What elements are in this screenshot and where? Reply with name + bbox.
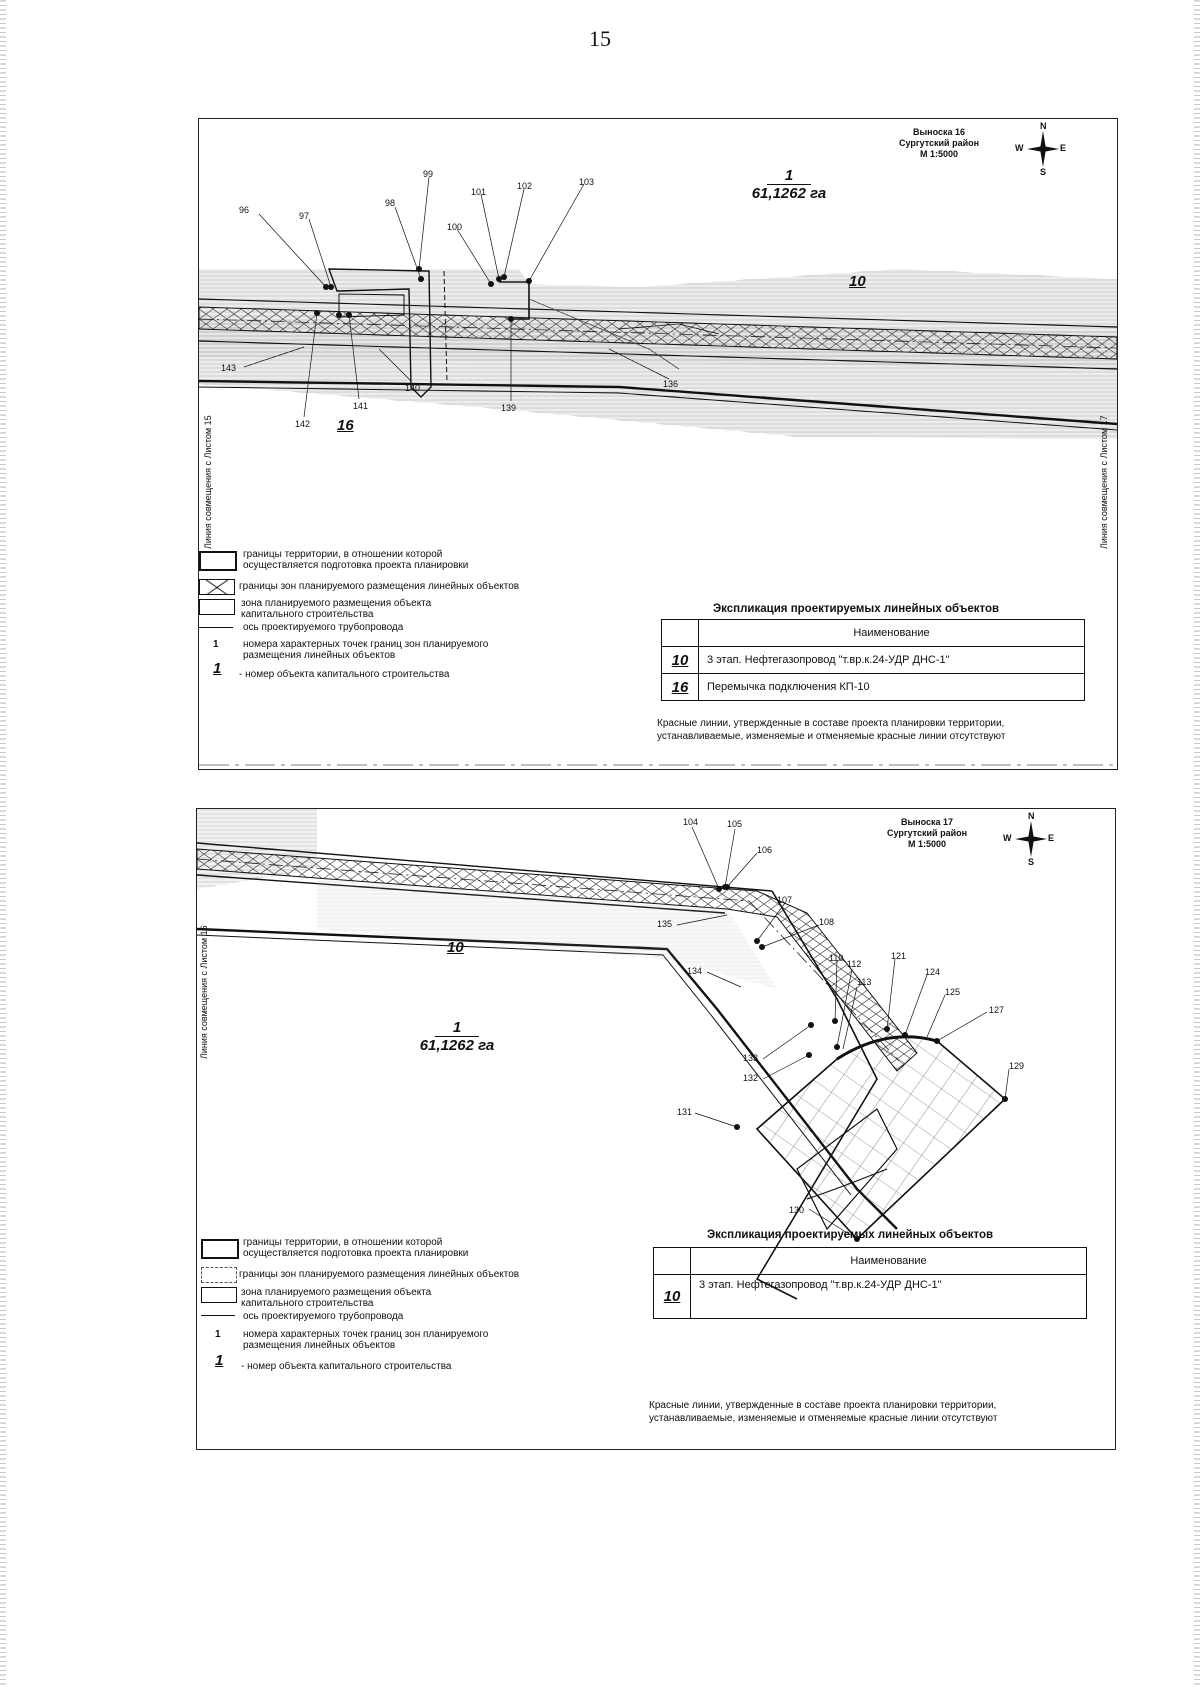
page-number: 15: [589, 26, 611, 51]
legend-object-number: - номер объекта капитального строительства: [241, 1361, 452, 1372]
legend-pipeline-axis: ось проектируемого трубопровода: [243, 622, 404, 633]
point-label: 96: [239, 205, 250, 215]
point-label: 108: [819, 917, 835, 927]
left-match-line-label: Линия совмещения с Листом 16: [199, 925, 209, 1059]
explication-code: 16: [662, 674, 699, 701]
compass-n: N: [1028, 811, 1035, 821]
callout-17: [877, 817, 977, 850]
point-label: 125: [945, 987, 961, 997]
compass-w: W: [1015, 143, 1024, 153]
red-lines-note: [649, 1399, 997, 1425]
callout-scale: М 1:5000: [919, 149, 959, 159]
point-label: 131: [677, 1107, 693, 1117]
point-label: 104: [683, 817, 699, 827]
point-label: 113: [857, 977, 872, 987]
right-match-line-label: Линия совмещения с Листом 17: [1099, 415, 1109, 549]
explication-code-header: [662, 620, 699, 647]
point-label: 139: [501, 403, 517, 413]
point-label: 106: [757, 845, 773, 855]
legend-linear-zone: границы зон планируемого размещения линейных объектов: [239, 581, 520, 592]
point-label: 140: [405, 383, 421, 393]
point-label: 103: [579, 177, 595, 187]
point-label: 121: [891, 951, 907, 961]
legend-pipeline-axis: ось проектируемого трубопровода: [243, 1311, 404, 1322]
legend-symbol-linear-zone: [199, 579, 235, 595]
compass-s: S: [1028, 857, 1035, 867]
legend-sample-point: 1: [213, 639, 219, 650]
point-label: 130: [789, 1205, 805, 1215]
scan-edge-left: [0, 0, 6, 1687]
explication-table: [661, 619, 1085, 701]
point-label: 110: [829, 953, 844, 963]
compass-e: E: [1060, 143, 1067, 153]
explication-header: Наименование: [691, 1248, 1087, 1275]
point-label: 142: [295, 419, 311, 429]
scan-edge-right: [1194, 0, 1200, 1687]
area-label: [719, 167, 859, 202]
point-label: 134: [687, 966, 703, 976]
callout-district: Сургутский район: [886, 828, 968, 838]
point-label: 100: [447, 222, 463, 232]
legend-sample-object: 1: [213, 660, 222, 677]
point-label: 129: [1009, 1061, 1025, 1071]
legend-sample-point: 1: [215, 1329, 221, 1340]
area-value: 61,1262 га: [751, 185, 827, 202]
explication-name: 3 этап. Нефтегазопровод "т.вр.к.24-УДР ДНС-1": [691, 1275, 1087, 1319]
legend-symbol-construction-zone: [201, 1287, 237, 1303]
point-label: 98: [385, 198, 396, 208]
compass-n: N: [1040, 121, 1047, 131]
point-label: 107: [777, 895, 793, 905]
callout-scale: М 1:5000: [907, 839, 947, 849]
red-lines-note: [657, 717, 1005, 743]
object-label-10: 10: [849, 273, 866, 290]
compass-rose-icon: [1003, 811, 1055, 867]
point-label: 124: [925, 967, 941, 977]
explication-header: Наименование: [699, 620, 1085, 647]
point-label: 136: [663, 379, 679, 389]
explication-title: Экспликация проектируемых линейных объектов: [713, 603, 1000, 615]
callout-district: Сургутский район: [898, 138, 980, 148]
point-label: 99: [423, 169, 434, 179]
left-match-line-label: Линия совмещения с Листом 15: [203, 415, 213, 549]
legend-construction-zone: зона планируемого размещения объекта капитального строительства: [241, 1287, 432, 1309]
explication-name: Перемычка подключения КП-10: [699, 674, 1085, 701]
legend-object-number: - номер объекта капитального строительства: [239, 669, 450, 680]
legend-symbol-linear-zone: [201, 1267, 237, 1283]
legend-linear-zone: границы зон планируемого размещения линейных объектов: [239, 1269, 520, 1280]
legend-symbol-planning-border: [199, 551, 237, 571]
point-label: 97: [299, 211, 310, 221]
legend-point-numbers: номера характерных точек границ зон планируемого размещения линейных объектов: [243, 1329, 489, 1351]
red-lines-note-line: Красные линии, утвержденные в составе проекта планировки территории,: [649, 1400, 997, 1411]
point-label: 143: [221, 363, 237, 373]
area-value: 61,1262 га: [419, 1037, 495, 1054]
map-sheet-17-drawing: [197, 809, 1115, 1449]
explication-code-header: [654, 1248, 691, 1275]
legend-symbol-pipeline-axis: [199, 627, 233, 628]
point-label: 132: [743, 1073, 759, 1083]
legend-planning-border: границы территории, в отношении которой осуществляется подготовка проекта планировки: [243, 1237, 469, 1259]
point-label: 101: [471, 187, 487, 197]
legend-point-numbers: номера характерных точек границ зон планируемого размещения линейных объектов: [243, 639, 489, 661]
legend-sample-object: 1: [215, 1352, 224, 1369]
object-label-10: 10: [447, 939, 464, 956]
object-label-16: 16: [337, 417, 354, 434]
compass-s: S: [1040, 167, 1047, 177]
compass-w: W: [1003, 833, 1012, 843]
legend-symbol-construction-zone: [199, 599, 235, 615]
explication-code: 10: [662, 647, 699, 674]
point-label: 141: [353, 401, 369, 411]
point-label: 102: [517, 181, 533, 191]
legend-construction-zone: зона планируемого размещения объекта капитального строительства: [241, 598, 432, 620]
area-label: [387, 1019, 527, 1054]
legend-symbol-planning-border: [201, 1239, 239, 1259]
red-lines-note-line: устанавливаемые, изменяемые и отменяемые красные линии отсутствуют: [657, 731, 1006, 742]
map-sheet-16: [198, 118, 1118, 770]
callout-16: [889, 127, 989, 160]
red-lines-note-line: Красные линии, утвержденные в составе проекта планировки территории,: [657, 718, 1005, 729]
explication-code: 10: [654, 1275, 691, 1319]
callout-title: Выноска 16: [912, 127, 966, 137]
callout-title: Выноска 17: [900, 817, 954, 827]
explication-table: [653, 1247, 1087, 1319]
point-label: 133: [743, 1053, 759, 1063]
explication-title: Экспликация проектируемых линейных объектов: [707, 1229, 994, 1241]
legend-symbol-pipeline-axis: [201, 1315, 235, 1316]
point-label: 105: [727, 819, 743, 829]
explication-name: 3 этап. Нефтегазопровод "т.вр.к.24-УДР ДНС-1": [699, 647, 1085, 674]
map-sheet-17: [196, 808, 1116, 1450]
point-label: 127: [989, 1005, 1005, 1015]
point-label: 112: [847, 959, 862, 969]
point-label: 135: [657, 919, 673, 929]
area-number: 1: [767, 167, 811, 185]
legend-planning-border: границы территории, в отношении которой осуществляется подготовка проекта планировки: [243, 549, 469, 571]
compass-rose-icon: [1015, 121, 1067, 177]
area-number: 1: [435, 1019, 479, 1037]
red-lines-note-line: устанавливаемые, изменяемые и отменяемые красные линии отсутствуют: [649, 1413, 998, 1424]
compass-e: E: [1048, 833, 1055, 843]
